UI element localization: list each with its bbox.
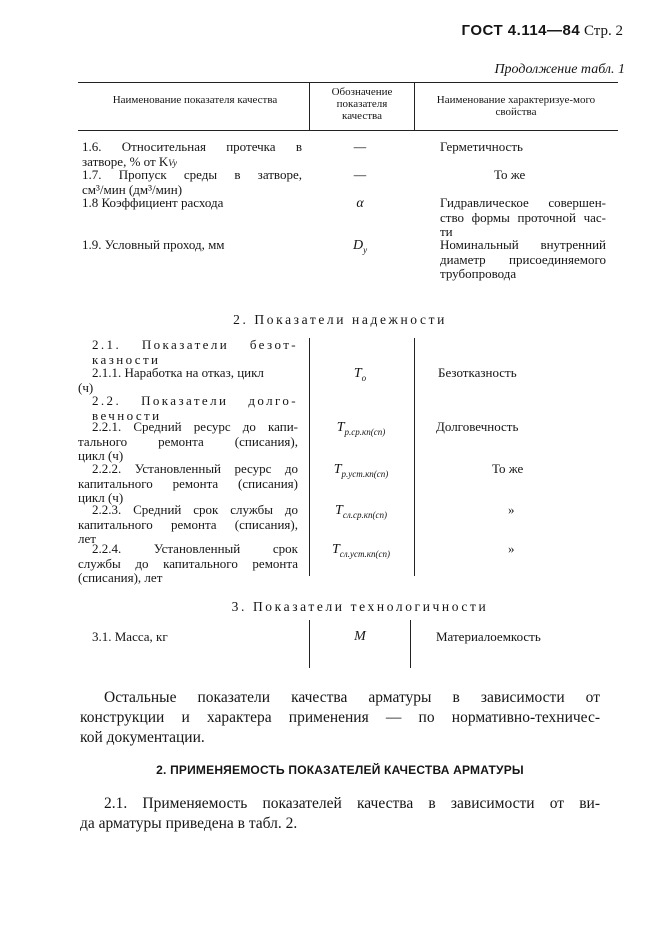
paragraph-applicability: 2.1. Применяемость показателей качества в зависимости от ви- да арматуры приведена в табл. 2.: [80, 795, 600, 832]
table-row: 3.1. Масса, кг: [92, 629, 168, 644]
designation-value: α: [356, 196, 364, 211]
column-divider-1: [309, 620, 310, 668]
gost-number: ГОСТ 4.114—84: [461, 22, 581, 39]
column-divider-1: [309, 338, 310, 576]
designation-value: $T_{сл.ср.кп(сп)}$: [335, 503, 387, 520]
designation-value: $T_{р.уст.кп(сп)}$: [333, 462, 389, 479]
designation-value: $D_y$: [352, 238, 368, 255]
property-value: Безотказность: [438, 365, 517, 380]
table-row: 2.2.4. Установленный срок службы до капитального ремонта (списания), лет: [78, 541, 298, 585]
designation-value: $T_{сл.уст.кп(сп)}$: [331, 542, 390, 559]
column-divider-2: [410, 620, 411, 668]
table-row: 2.1. Показатели безот- казности: [92, 337, 298, 367]
table-row: 2.1.1. Наработка на отказ, цикл (ч): [78, 365, 264, 395]
section-title-manufacturability: 3. Показатели технологичности: [231, 599, 489, 614]
column-divider-1: [309, 82, 310, 130]
table-row: 2.2.1. Средний ресурс до капи- тального ремонта (списания), цикл (ч): [78, 419, 298, 463]
column-header-designation: Обозначение показателя качества: [331, 86, 393, 122]
table-top-rule: [78, 82, 618, 83]
table-continuation-label: Продолжение табл. 1: [494, 62, 625, 77]
table-row: 2.2.3. Средний срок службы до капитального ремонта (списания), лет: [78, 502, 298, 546]
designation-value: —: [353, 140, 367, 155]
column-header-property: Наименование характеризуе-мого свойства: [436, 94, 596, 118]
table-row: 1.8 Коэффициент расхода: [82, 195, 224, 210]
column-header-name: Наименование показателя качества: [112, 94, 278, 106]
property-value: Материалоемкость: [436, 629, 541, 644]
property-value: То же: [492, 461, 524, 476]
designation-value: M: [354, 629, 366, 644]
table-row: 1.7. Пропуск среды в затворе, см³/мин (дм³/мин): [82, 167, 302, 197]
designation-value: $T_{р.ср.кп(сп)}$: [336, 420, 386, 437]
section-heading: 2. ПРИМЕНЯЕМОСТЬ ПОКАЗАТЕЛЕЙ КАЧЕСТВА АРМАТУРЫ: [156, 763, 524, 777]
property-value: То же: [494, 167, 526, 182]
property-value: »: [508, 502, 515, 517]
table-header-rule: [78, 130, 618, 131]
table-row: 2.2.2. Установленный ресурс до капитального ремонта (списания) цикл (ч): [78, 461, 298, 505]
paragraph-other-indicators: Остальные показатели качества арматуры в зависимости от конструкции и характера применения — по нормативно-техничес- кой документации.: [80, 689, 600, 746]
property-value: Герметичность: [440, 139, 523, 154]
column-divider-2: [414, 338, 415, 576]
table-row: 1.9. Условный проход, мм: [82, 237, 225, 252]
designation-value: $T_о$: [353, 366, 367, 383]
column-divider-2: [414, 82, 415, 130]
page-number: Стр. 2: [583, 23, 623, 39]
section-title-reliability: 2. Показатели надежности: [233, 312, 447, 327]
property-value: Номинальный внутренний диаметр присоединяемого трубопровода: [440, 237, 606, 281]
property-value: »: [508, 541, 515, 556]
page-header: [462, 22, 623, 40]
table-row: 1.6. Относительная протечка в затворе, % от KVy: [82, 139, 302, 169]
table-row: 2.2. Показатели долго- вечности: [92, 393, 298, 423]
property-value: Гидравлическое совершен- ство формы проточной час- ти: [440, 195, 606, 239]
designation-value: —: [353, 168, 367, 183]
property-value: Долговечность: [436, 419, 519, 434]
